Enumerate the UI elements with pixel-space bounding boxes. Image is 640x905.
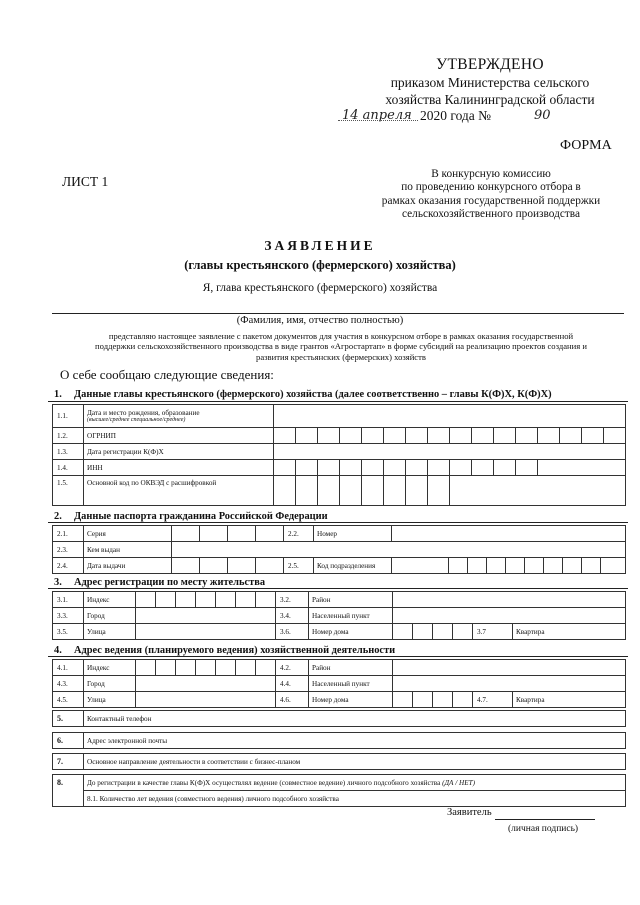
table-row: [53, 558, 626, 574]
signature-caption: (личная подпись): [508, 824, 579, 834]
section-4-rule: [48, 656, 628, 657]
inn-digit-cell[interactable]: [340, 460, 362, 476]
street-field[interactable]: [136, 624, 276, 640]
row-number-3-5: 3.5.: [53, 624, 84, 640]
section-6-number: 6.: [53, 733, 84, 749]
ogrnip-digit-cell[interactable]: [340, 428, 362, 444]
division-code-cell[interactable]: [506, 558, 525, 574]
approval-year-text: 2020 года №: [420, 108, 492, 123]
full-name-caption: (Фамилия, имя, отчество полностью): [236, 315, 404, 326]
okved-digit-cell[interactable]: [318, 476, 340, 506]
approval-order-line: приказом Министерства сельского: [390, 75, 590, 90]
row-number-4-7: 4.7.: [473, 692, 513, 708]
settlement-label: Населенный пункт: [309, 608, 393, 624]
document-title: ЗАЯВЛЕНИЕ: [264, 238, 376, 253]
section-7-number: 7.: [53, 754, 84, 770]
yes-no-hint: (ДА / НЕТ): [442, 778, 476, 787]
statement-line-1: представляю настоящее заявление с пакетом документов для участия в конкурсном отборе в рамках оказания государственной: [108, 331, 574, 341]
inn-rest-cell: [538, 460, 626, 476]
approval-ministry-line: хозяйства Калининградской области: [385, 92, 595, 107]
table-row: [53, 444, 626, 460]
activity-house-digit-cell[interactable]: [393, 692, 413, 708]
ogrnip-label: ОГРНИП: [84, 428, 274, 444]
row-number-2-4: 2.4.: [53, 558, 84, 574]
section-1-heading: [54, 389, 552, 400]
inn-digit-cell[interactable]: [494, 460, 516, 476]
row-number-4-2: 4.2.: [276, 660, 309, 676]
ogrnip-digit-cell[interactable]: [384, 428, 406, 444]
section-2-title: Данные паспорта гражданина Российской Федерации: [74, 511, 328, 522]
activity-postcode-digit-cell[interactable]: [176, 660, 196, 676]
about-heading: О себе сообщаю следующие сведения:: [60, 367, 274, 382]
date-underline: [338, 120, 418, 121]
ogrnip-digit-cell[interactable]: [516, 428, 538, 444]
ogrnip-digit-cell[interactable]: [538, 428, 560, 444]
section-4-table: [52, 659, 626, 708]
division-code-label: Код подразделения: [314, 558, 392, 574]
registration-date-label: Дата регистрации К(Ф)Х: [84, 444, 274, 460]
activity-house-digit-cell[interactable]: [413, 692, 433, 708]
section-4-heading: [54, 645, 395, 656]
row-number-3-2: 3.2.: [276, 592, 309, 608]
approval-heading: УТВЕРЖДЕНО: [436, 56, 544, 73]
activity-house-digit-cell[interactable]: [433, 692, 453, 708]
street-label: Улица: [84, 624, 136, 640]
inn-digit-cell[interactable]: [472, 460, 494, 476]
activity-city-field[interactable]: [136, 676, 276, 692]
table-row: [53, 692, 626, 708]
section-3-heading: [54, 577, 265, 588]
business-direction-field[interactable]: Основное направление деятельности в соответствии с бизнес-планом: [84, 754, 626, 770]
statement-line-3: развития крестьянских (фермерских) хозяйств: [256, 351, 426, 362]
activity-house-digit-cell[interactable]: [453, 692, 473, 708]
postcode-label: Индекс: [84, 592, 136, 608]
row-number-3-6: 3.6.: [276, 624, 309, 640]
commission-line-2: по проведению конкурсного отбора в: [401, 181, 581, 194]
ogrnip-rest-cell: [604, 428, 626, 444]
ogrnip-digit-cell[interactable]: [406, 428, 428, 444]
issue-date-label: Дата выдачи: [84, 558, 172, 574]
okved-digit-cell[interactable]: [340, 476, 362, 506]
okved-digit-cell[interactable]: [406, 476, 428, 506]
private-farm-question[interactable]: [84, 775, 626, 791]
division-code-cell[interactable]: [449, 558, 468, 574]
commission-address: [360, 168, 622, 221]
activity-postcode-digit-cell[interactable]: [196, 660, 216, 676]
activity-street-label: Улица: [84, 692, 136, 708]
inn-digit-cell[interactable]: [318, 460, 340, 476]
issued-by-field[interactable]: [172, 542, 626, 558]
row-number-3-3: 3.3.: [53, 608, 84, 624]
section-3-number: 3.: [54, 577, 62, 588]
section-1-table: [52, 404, 626, 506]
section-1-number: 1.: [54, 389, 62, 400]
email-field[interactable]: Адрес электронной почты: [84, 733, 626, 749]
row-number-4-4: 4.4.: [276, 676, 309, 692]
inn-digit-cell[interactable]: [450, 460, 472, 476]
district-field[interactable]: [393, 592, 626, 608]
row-number-1-2: 1.2.: [53, 428, 84, 444]
division-code-cell[interactable]: [601, 558, 626, 574]
series-digit-cell[interactable]: [228, 526, 256, 542]
inn-digit-cell[interactable]: [296, 460, 318, 476]
activity-postcode-digit-cell[interactable]: [156, 660, 176, 676]
commission-line-3: рамках оказания государственной поддержки: [381, 194, 601, 207]
postcode-digit-cell[interactable]: [196, 592, 216, 608]
activity-settlement-field[interactable]: [393, 676, 626, 692]
statement-line-2: поддержки сельскохозяйственного производства в виде грантов «Агростартап» в форме субсидий на реализацию проектов создания и: [95, 341, 587, 352]
table-row: [53, 542, 626, 558]
division-code-cell[interactable]: [525, 558, 544, 574]
row-number-4-6: 4.6.: [276, 692, 309, 708]
table-row: [53, 775, 626, 791]
section-1-title: Данные главы крестьянского (фермерского) хозяйства (далее соответственно – главы К(Ф)Х, К(Ф)Х): [74, 389, 552, 400]
table-row: [53, 791, 626, 807]
row-number-4-1: 4.1.: [53, 660, 84, 676]
inn-digit-cell[interactable]: [406, 460, 428, 476]
section-5-table: [52, 710, 626, 727]
house-digit-cell[interactable]: [413, 624, 433, 640]
row-number-4-5: 4.5.: [53, 692, 84, 708]
row-number-1-5: 1.5.: [53, 476, 84, 506]
sheet-label: ЛИСТ 1: [62, 174, 109, 189]
ogrnip-digit-cell[interactable]: [582, 428, 604, 444]
row-number-2-5: 2.5.: [284, 558, 314, 574]
education-options-hint: (высшее/среднее специальное/среднее): [87, 417, 186, 423]
apartment-label: Квартира: [513, 624, 626, 640]
postcode-digit-cell[interactable]: [236, 592, 256, 608]
house-number-label: Номер дома: [309, 624, 393, 640]
birth-education-label: [84, 405, 274, 428]
registration-date-field[interactable]: [274, 444, 626, 460]
row-number-1-1: 1.1.: [53, 405, 84, 428]
okved-description-field[interactable]: [450, 476, 626, 506]
form-label: ФОРМА: [560, 138, 612, 153]
row-number-3-4: 3.4.: [276, 608, 309, 624]
row-number-3-1: 3.1.: [53, 592, 84, 608]
postcode-digit-cell[interactable]: [136, 592, 156, 608]
city-field[interactable]: [136, 608, 276, 624]
applicant-label: Заявитель: [447, 807, 492, 818]
division-code-cell[interactable]: [544, 558, 563, 574]
issue-date-cell[interactable]: [172, 558, 200, 574]
section-7-table: [52, 753, 626, 770]
row-number-1-3: 1.3.: [53, 444, 84, 460]
row-number-2-3: 2.3.: [53, 542, 84, 558]
contact-phone-field[interactable]: Контактный телефон: [84, 711, 626, 727]
house-digit-cell[interactable]: [453, 624, 473, 640]
signature-line[interactable]: [495, 819, 595, 820]
activity-postcode-digit-cell[interactable]: [136, 660, 156, 676]
issue-date-cell[interactable]: [228, 558, 256, 574]
ogrnip-digit-cell[interactable]: [428, 428, 450, 444]
activity-settlement-label: Населенный пункт: [309, 676, 393, 692]
table-row: [53, 460, 626, 476]
okved-digit-cell[interactable]: [362, 476, 384, 506]
row-number-1-4: 1.4.: [53, 460, 84, 476]
activity-postcode-rest-cell: [256, 660, 276, 676]
row-number-2-1: 2.1.: [53, 526, 84, 542]
approval-block: [370, 56, 610, 108]
ogrnip-digit-cell[interactable]: [274, 428, 296, 444]
table-row: [53, 405, 626, 428]
activity-district-field[interactable]: [393, 660, 626, 676]
inn-label: ИНН: [84, 460, 274, 476]
ogrnip-digit-cell[interactable]: [450, 428, 472, 444]
section-6-table: [52, 732, 626, 749]
settlement-field[interactable]: [393, 608, 626, 624]
okved-label: Основной код по ОКВЭД с расшифровкой: [84, 476, 274, 506]
inn-digit-cell[interactable]: [362, 460, 384, 476]
section-3-table: [52, 591, 626, 640]
table-row: [53, 733, 626, 749]
activity-postcode-digit-cell[interactable]: [236, 660, 256, 676]
activity-district-label: Район: [309, 660, 393, 676]
section-3-title: Адрес регистрации по месту жительства: [74, 577, 266, 588]
series-digit-cell[interactable]: [172, 526, 200, 542]
row-number-2-2: 2.2.: [284, 526, 314, 542]
division-code-cell[interactable]: [487, 558, 506, 574]
ogrnip-digit-cell[interactable]: [560, 428, 582, 444]
house-digit-cell[interactable]: [393, 624, 413, 640]
table-row: [53, 476, 626, 506]
table-row: [53, 608, 626, 624]
division-code-cell[interactable]: [563, 558, 582, 574]
issue-date-cell[interactable]: [200, 558, 228, 574]
inn-digit-cell[interactable]: [516, 460, 538, 476]
statement-paragraph: [56, 331, 626, 362]
okved-digit-cell[interactable]: [428, 476, 450, 506]
ogrnip-digit-cell[interactable]: [472, 428, 494, 444]
section-2-rule: [48, 522, 628, 523]
approval-date-line: [338, 107, 610, 127]
postcode-digit-cell[interactable]: [216, 592, 236, 608]
row-number-4-3: 4.3.: [53, 676, 84, 692]
commission-line-4: сельскохозяйственного производства: [402, 207, 580, 220]
inn-digit-cell[interactable]: [274, 460, 296, 476]
series-digit-cell[interactable]: [200, 526, 228, 542]
table-row: [53, 624, 626, 640]
inn-digit-cell[interactable]: [428, 460, 450, 476]
activity-postcode-label: Индекс: [84, 660, 136, 676]
private-farm-question-text: До регистрации в качестве главы К(Ф)Х осуществлял ведение (совместное ведение) личного подсобного хозяйства: [87, 778, 441, 787]
activity-street-field[interactable]: [136, 692, 276, 708]
inn-digit-cell[interactable]: [384, 460, 406, 476]
division-code-cell[interactable]: [392, 558, 449, 574]
passport-series-label: Серия: [84, 526, 172, 542]
ogrnip-digit-cell[interactable]: [296, 428, 318, 444]
ogrnip-digit-cell[interactable]: [494, 428, 516, 444]
full-name-line[interactable]: [52, 313, 624, 314]
activity-city-label: Город: [84, 676, 136, 692]
postcode-digit-cell[interactable]: [176, 592, 196, 608]
okved-digit-cell[interactable]: [274, 476, 296, 506]
private-farm-years-field[interactable]: 8.1. Количество лет ведения (совместного ведения) личного подсобного хозяйства: [84, 791, 626, 807]
section-2-table: [52, 525, 626, 574]
activity-apartment-label: Квартира: [513, 692, 626, 708]
section-1-rule: [48, 401, 628, 402]
city-label: Город: [84, 608, 136, 624]
postcode-rest-cell: [256, 592, 276, 608]
section-4-title: Адрес ведения (планируемого ведения) хозяйственной деятельности: [74, 645, 396, 656]
okved-digit-cell[interactable]: [296, 476, 318, 506]
issue-date-cell[interactable]: [256, 558, 284, 574]
division-code-cell[interactable]: [468, 558, 487, 574]
table-row: [53, 711, 626, 727]
table-row: [53, 676, 626, 692]
section-8-number: 8.: [53, 775, 84, 807]
table-row: [53, 754, 626, 770]
passport-number-label: Номер: [314, 526, 392, 542]
birth-education-text: Дата и место рождения, образование: [87, 409, 200, 417]
passport-number-field[interactable]: [392, 526, 626, 542]
ogrnip-digit-cell[interactable]: [362, 428, 384, 444]
birth-education-field[interactable]: [274, 405, 626, 428]
document-subtitle: (главы крестьянского (фермерского) хозяйства): [184, 258, 456, 272]
section-2-number: 2.: [54, 511, 62, 522]
section-4-number: 4.: [54, 645, 62, 656]
table-row: [53, 660, 626, 676]
table-row: [53, 526, 626, 542]
issued-by-label: Кем выдан: [84, 542, 172, 558]
commission-line-1: В конкурсную комиссию: [431, 168, 551, 180]
postcode-digit-cell[interactable]: [156, 592, 176, 608]
house-digit-cell[interactable]: [433, 624, 453, 640]
applicant-intro: Я, глава крестьянского (фермерского) хозяйства: [202, 282, 438, 294]
division-code-cell[interactable]: [582, 558, 601, 574]
section-2-heading: [54, 511, 328, 522]
row-number-3-7: 3.7: [473, 624, 513, 640]
district-label: Район: [309, 592, 393, 608]
handwritten-order-number: 90: [534, 108, 551, 123]
activity-house-number-label: Номер дома: [309, 692, 393, 708]
table-row: [53, 592, 626, 608]
activity-postcode-digit-cell[interactable]: [216, 660, 236, 676]
table-row: [53, 428, 626, 444]
ogrnip-digit-cell[interactable]: [318, 428, 340, 444]
series-digit-cell[interactable]: [256, 526, 284, 542]
section-3-rule: [48, 588, 628, 589]
section-5-number: 5.: [53, 711, 84, 727]
section-8-table: [52, 774, 626, 807]
handwritten-date: 14 апреля: [342, 108, 412, 123]
okved-digit-cell[interactable]: [384, 476, 406, 506]
